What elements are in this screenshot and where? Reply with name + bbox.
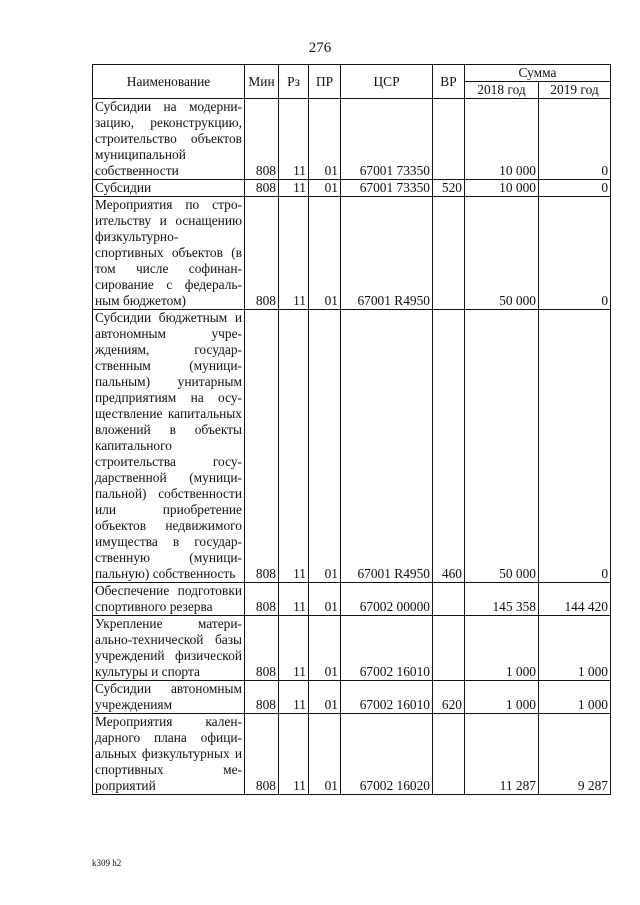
row-vr — [433, 197, 465, 310]
row-rz: 11 — [279, 180, 309, 197]
column-header-vr: ВР — [433, 65, 465, 99]
row-rz: 11 — [279, 99, 309, 180]
row-name: Субсидии автономным учреждениям — [93, 681, 245, 714]
row-vr: 460 — [433, 310, 465, 583]
row-sum-2019: 0 — [539, 99, 611, 180]
row-csr: 67001 R4950 — [341, 310, 433, 583]
row-sum-2018: 145 358 — [465, 583, 539, 616]
row-csr: 67002 16010 — [341, 616, 433, 681]
row-pr: 01 — [309, 197, 341, 310]
row-vr — [433, 616, 465, 681]
table-row — [93, 99, 611, 180]
row-sum-2019: 0 — [539, 197, 611, 310]
row-csr: 67001 R4950 — [341, 197, 433, 310]
row-name: Укрепление материально-технической базы учреждений физической культуры и спорта — [93, 616, 245, 681]
row-sum-2019: 1 000 — [539, 681, 611, 714]
row-min: 808 — [245, 180, 279, 197]
row-sum-2018: 50 000 — [465, 197, 539, 310]
column-header-csr: ЦСР — [341, 65, 433, 99]
row-sum-2018: 1 000 — [465, 616, 539, 681]
page-number: 276 — [308, 40, 332, 56]
row-pr: 01 — [309, 616, 341, 681]
table-row — [93, 714, 611, 795]
row-rz: 11 — [279, 197, 309, 310]
budget-table — [92, 64, 611, 795]
row-vr — [433, 714, 465, 795]
header-row — [93, 65, 611, 82]
table-row — [93, 310, 611, 583]
row-pr: 01 — [309, 714, 341, 795]
row-sum-2018: 10 000 — [465, 99, 539, 180]
row-sum-2018: 10 000 — [465, 180, 539, 197]
table-row — [93, 180, 611, 197]
row-min: 808 — [245, 197, 279, 310]
row-sum-2019: 0 — [539, 180, 611, 197]
row-pr: 01 — [309, 681, 341, 714]
row-sum-2018: 1 000 — [465, 681, 539, 714]
row-name: Мероприятия по строительству и оснащению физкультурно-спортивных объектов (в том числе софинансирование с федеральным бюджетом) — [93, 197, 245, 310]
row-pr: 01 — [309, 99, 341, 180]
row-sum-2018: 50 000 — [465, 310, 539, 583]
row-vr: 620 — [433, 681, 465, 714]
row-sum-2019: 0 — [539, 310, 611, 583]
row-rz: 11 — [279, 616, 309, 681]
row-csr: 67002 16020 — [341, 714, 433, 795]
row-name: Субсидии на модернизацию, реконструкцию, строительство объектов муниципальной собственности — [93, 99, 245, 180]
row-rz: 11 — [279, 714, 309, 795]
row-name: Субсидии бюджетным и автономным учреждениям, государственным (муниципальным) унитарным предприятиям на осуществление капитальных вложений в объекты капитального строительства государственной (муниципальной) собственности или приобретение объектов недвижимого имущества в государственную (муниципальную) собственность — [93, 310, 245, 583]
row-csr: 67001 73350 — [341, 180, 433, 197]
row-min: 808 — [245, 583, 279, 616]
row-pr: 01 — [309, 180, 341, 197]
row-min: 808 — [245, 616, 279, 681]
row-sum-2019: 144 420 — [539, 583, 611, 616]
row-name: Мероприятия календарного плана официальных физкультурных и спортивных мероприятий — [93, 714, 245, 795]
column-header-pr: ПР — [309, 65, 341, 99]
row-csr: 67002 00000 — [341, 583, 433, 616]
row-name: Обеспечение подготовки спортивного резерва — [93, 583, 245, 616]
column-header-2018: 2018 год — [465, 82, 539, 99]
row-min: 808 — [245, 99, 279, 180]
row-sum-2018: 11 287 — [465, 714, 539, 795]
row-min: 808 — [245, 714, 279, 795]
row-rz: 11 — [279, 310, 309, 583]
row-min: 808 — [245, 681, 279, 714]
column-header-rz: Рз — [279, 65, 309, 99]
column-header-name: Наименование — [93, 65, 245, 99]
row-sum-2019: 9 287 — [539, 714, 611, 795]
row-name: Субсидии — [93, 180, 245, 197]
row-rz: 11 — [279, 583, 309, 616]
row-pr: 01 — [309, 583, 341, 616]
table-row — [93, 616, 611, 681]
column-header-sum: Сумма — [465, 65, 611, 82]
column-header-2019: 2019 год — [539, 82, 611, 99]
row-sum-2019: 1 000 — [539, 616, 611, 681]
row-csr: 67001 73350 — [341, 99, 433, 180]
table-row — [93, 583, 611, 616]
row-rz: 11 — [279, 681, 309, 714]
table-row — [93, 681, 611, 714]
row-vr: 520 — [433, 180, 465, 197]
row-vr — [433, 583, 465, 616]
table-row — [93, 197, 611, 310]
row-vr — [433, 99, 465, 180]
row-min: 808 — [245, 310, 279, 583]
column-header-min: Мин — [245, 65, 279, 99]
row-csr: 67002 16010 — [341, 681, 433, 714]
row-pr: 01 — [309, 310, 341, 583]
footer-code: k309 h2 — [92, 858, 122, 868]
